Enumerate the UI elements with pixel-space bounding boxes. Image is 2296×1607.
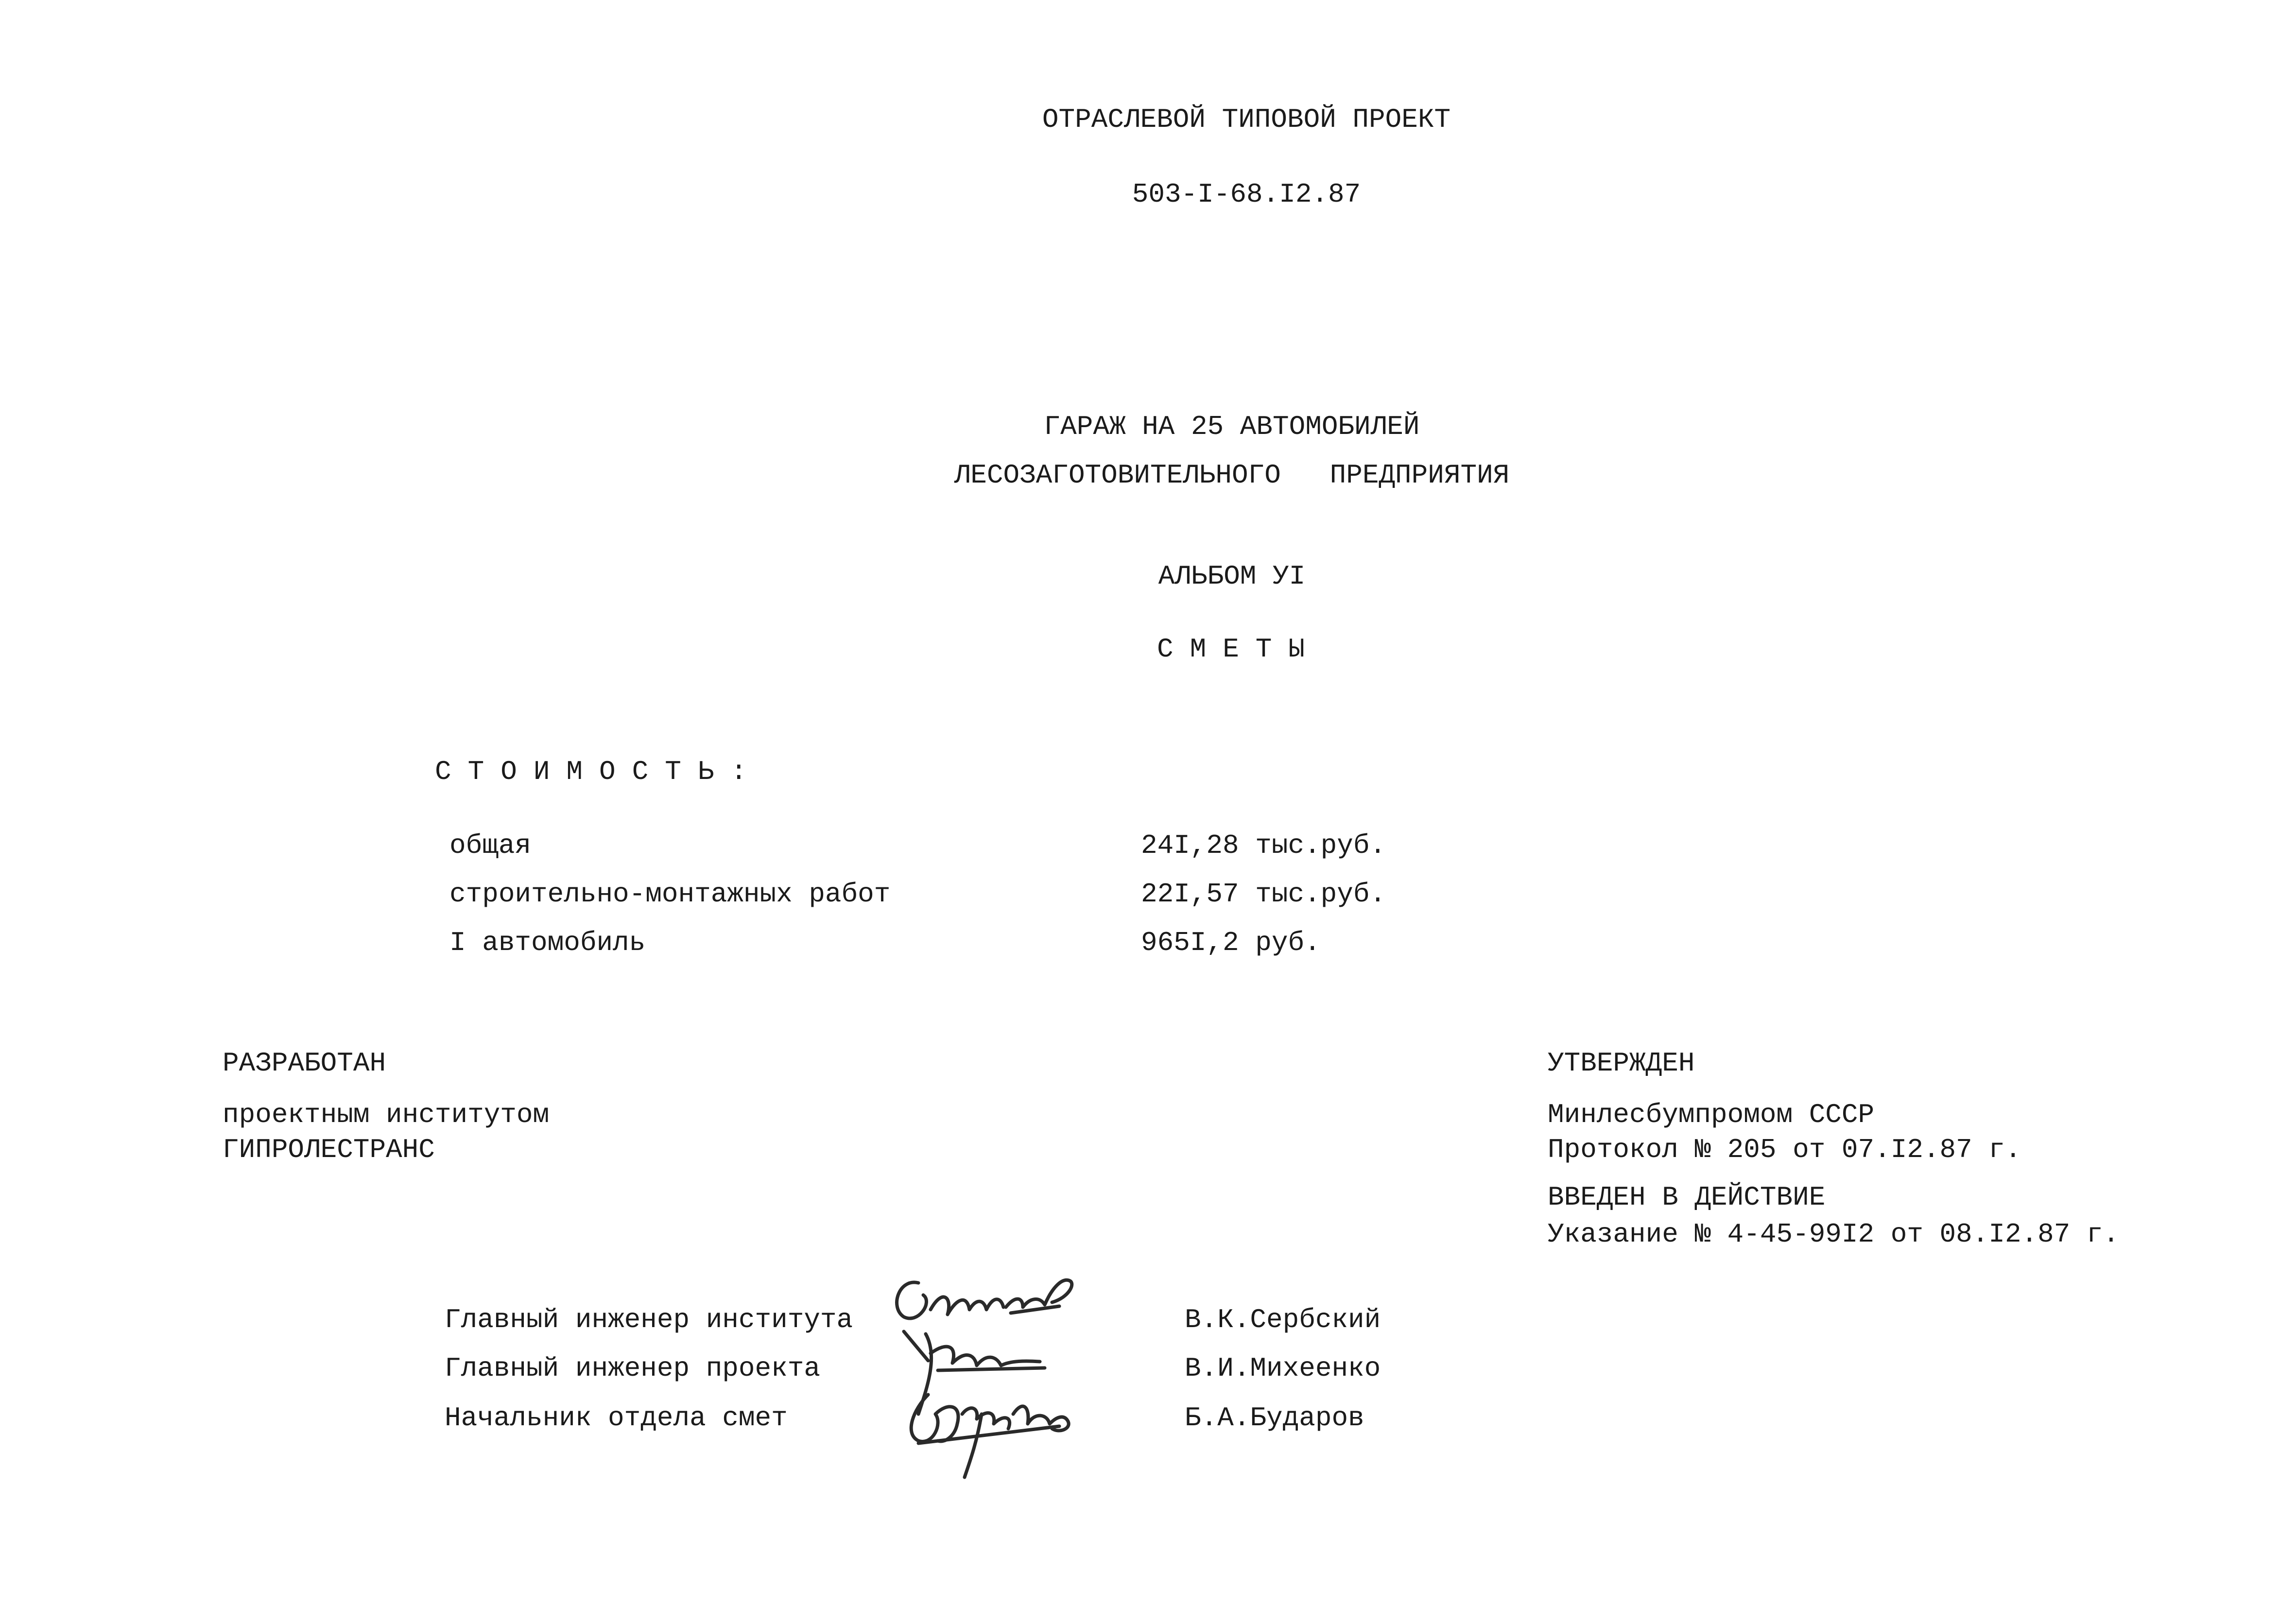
developed-heading: РАЗРАБОТАН	[223, 1048, 386, 1079]
approved-line-2: Протокол № 205 от 07.I2.87 г.	[1548, 1134, 2021, 1165]
signatory-name-1: В.К.Сербский	[1185, 1304, 1381, 1335]
approved-heading: УТВЕРЖДЕН	[1548, 1048, 1695, 1079]
project-type: ОТРАСЛЕВОЙ ТИПОВОЙ ПРОЕКТ	[1042, 104, 1451, 135]
signature-1	[897, 1280, 1072, 1318]
signatory-name-3: Б.А.Бударов	[1185, 1402, 1364, 1434]
signatory-name-2: В.И.Михеенко	[1185, 1353, 1381, 1384]
developed-line-2: ГИПРОЛЕСТРАНС	[223, 1134, 435, 1165]
enacted-heading: ВВЕДЕН В ДЕЙСТВИЕ	[1548, 1182, 1826, 1213]
section-label: СМЕТЫ	[1157, 634, 1322, 665]
signatory-position-3: Начальник отдела смет	[445, 1402, 788, 1434]
cost-label-per-car: I автомобиль	[449, 927, 646, 958]
developed-line-1: проектным институтом	[223, 1099, 550, 1130]
cost-heading: СТОИМОСТЬ:	[435, 756, 764, 787]
signatory-position-1: Главный инженер института	[445, 1304, 853, 1335]
album-label: АЛЬБОМ УI	[1158, 561, 1306, 592]
handwritten-signatures	[884, 1268, 1157, 1482]
title-line-1: ГАРАЖ НА 25 АВТОМОБИЛЕЙ	[1044, 411, 1420, 442]
signature-3	[911, 1395, 1069, 1477]
approved-line-1: Минлесбумпромом СССР	[1548, 1099, 1875, 1130]
signatory-position-2: Главный инженер проекта	[445, 1353, 820, 1384]
title-line-2: ЛЕСОЗАГОТОВИТЕЛЬНОГО ПРЕДПРИЯТИЯ	[954, 460, 1510, 491]
cost-value-construction: 22I,57 тыс.руб.	[1141, 879, 1386, 910]
enacted-line: Указание № 4-45-99I2 от 08.I2.87 г.	[1548, 1219, 2120, 1250]
cost-value-total: 24I,28 тыс.руб.	[1141, 830, 1386, 861]
cost-label-total: общая	[449, 830, 532, 861]
signature-2	[904, 1331, 1045, 1414]
project-number: 503-I-68.I2.87	[1132, 179, 1361, 210]
cost-label-construction: строительно-монтажных работ	[449, 879, 891, 910]
cost-value-per-car: 965I,2 руб.	[1141, 927, 1321, 958]
